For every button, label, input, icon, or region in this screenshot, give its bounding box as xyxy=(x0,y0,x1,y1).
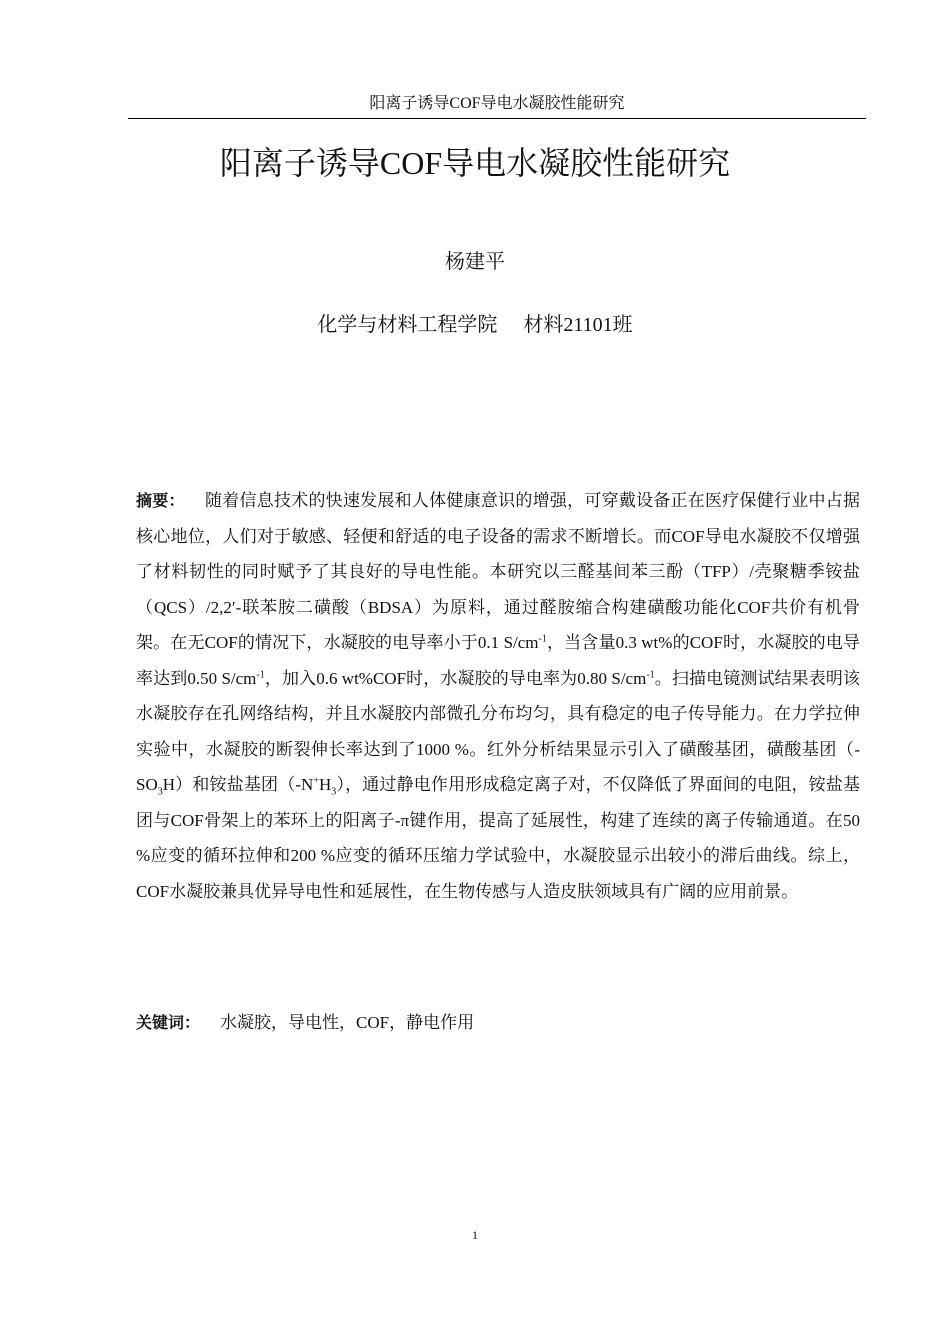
keywords-label: 关键词： xyxy=(136,1013,201,1032)
affiliation xyxy=(0,310,950,340)
running-header: 阳离子诱导COF导电水凝胶性能研究 xyxy=(128,92,866,119)
page-title: 阳离子诱导COF导电水凝胶性能研究 xyxy=(219,145,731,181)
subscript: 3 xyxy=(157,786,163,798)
superscript: -1 xyxy=(538,633,547,645)
superscript: -1 xyxy=(256,668,265,680)
abstract-text: ），通过静电作用形成稳定离子对，不仅降低了界面间的电阻，铵盐基团与COF骨架上的苯环上的阳离子-π键作用，提高了延展性，构建了连续的离子传输通道。在50 %应变的循环拉伸和200 %应变的循环压缩力学试验中，水凝胶显示出较小的滞后曲线。综上，COF水凝胶兼具优异导电性和延展性，在生物传感与人造皮肤领域具有广阔的应用前景。 xyxy=(136,775,860,901)
subscript: 3 xyxy=(331,786,337,798)
class-name: 材料21101班 xyxy=(523,314,633,336)
keywords-line xyxy=(136,1005,860,1040)
abstract-text: H）和铵盐基团（-N xyxy=(162,775,314,794)
author-name: 杨建平 xyxy=(445,251,505,273)
abstract-text: ，当含量0.3 wt%的COF时，水凝胶的电导率达到0.50 S/cm xyxy=(136,633,860,688)
abstract-label: 摘要： xyxy=(136,491,185,510)
abstract-text: ，加入0.6 wt%COF时，水凝胶的导电率为0.80 S/cm xyxy=(264,668,647,688)
abstract-text: H xyxy=(318,775,332,794)
page-number: 1 xyxy=(472,1228,478,1242)
abstract-text: 。扫描电镜测试结果表明该水凝胶存在孔网络结构，并且水凝胶内部微孔分布均匀，具有稳定的电子传导能力。在力学拉伸实验中，水凝胶的断裂伸长率达到了1000 %。红外分析结果显示引入了磺酸基团，磺酸基团（-SO xyxy=(136,668,861,794)
school-name: 化学与材料工程学院 xyxy=(317,314,498,336)
superscript: + xyxy=(313,775,319,787)
abstract-text: 随着信息技术的快速发展和人体健康意识的增强，可穿戴设备正在医疗保健行业中占据核心地位，人们对于敏感、轻便和舒适的电子设备的需求不断增长。而COF导电水凝胶不仅增强了材料韧性的同时赋予了其良好的导电性能。本研究以三醛基间苯三酚（TFP）/壳聚糖季铵盐（QCS）/2,2′-联苯胺二磺酸（BDSA）为原料，通过醛胺缩合构建磺酸功能化COF共价有机骨架。在无COF的情况下，水凝胶的电导率小于0.1 S/cm xyxy=(136,491,860,652)
keywords-text: 水凝胶，导电性，COF，静电作用 xyxy=(220,1013,475,1032)
abstract-paragraph xyxy=(136,483,860,909)
superscript: -1 xyxy=(646,668,655,680)
